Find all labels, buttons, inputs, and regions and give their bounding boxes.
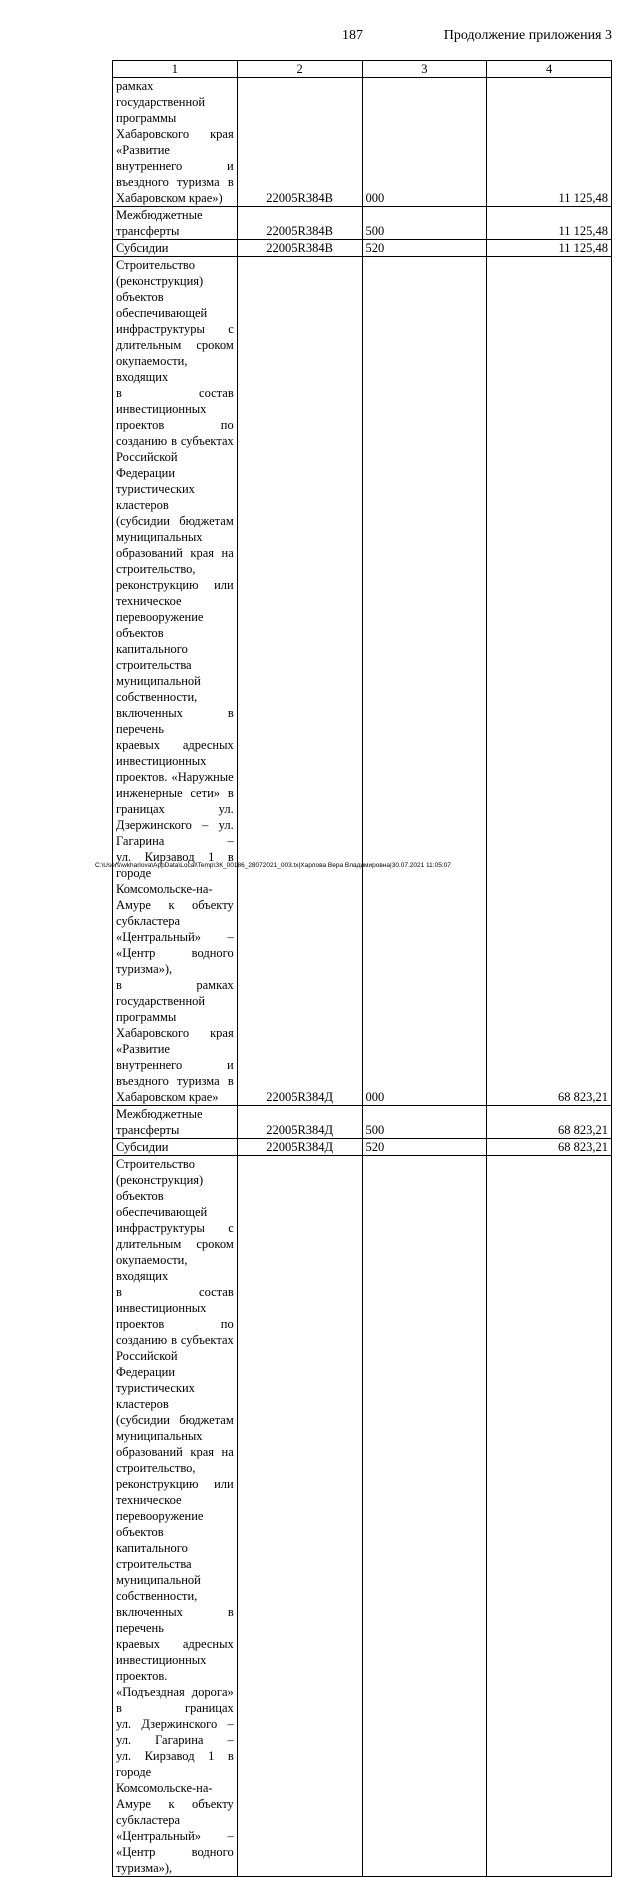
description-line: Субсидии	[116, 1140, 169, 1154]
description-line: въездного туризма в Хабаровском крае»)	[116, 175, 234, 205]
row-description	[113, 1156, 238, 1877]
description-line: проектов. «Наружные инженерные сети» в	[116, 770, 234, 800]
description-line: Амуре к объекту субкластера	[116, 898, 234, 928]
row-expense-type: 500	[362, 207, 487, 240]
description-line: ул. Кирзавод 1 в городе Комсомольске-на-	[116, 1749, 234, 1795]
page-number: 187	[342, 28, 363, 43]
row-amount: 68 823,21	[487, 257, 612, 1106]
description-line: длительным сроком окупаемости, входящих	[116, 338, 234, 384]
row-target-code: 22005R384В	[237, 240, 362, 257]
description-line: въездного туризма в Хабаровском крае»	[116, 1074, 234, 1104]
row-description	[113, 1139, 238, 1156]
row-description	[113, 207, 238, 240]
row-target-code: 22005R384Д	[237, 1106, 362, 1139]
description-line: в состав инвестиционных проектов по	[116, 386, 234, 432]
table-row	[113, 207, 612, 240]
row-expense-type: 000	[362, 257, 487, 1106]
row-description	[113, 240, 238, 257]
row-target-code: 22005R384В	[237, 207, 362, 240]
row-target-code: 22005R384Д	[237, 257, 362, 1106]
description-line: в рамках государственной программы	[116, 978, 234, 1024]
description-line: перевооружение объектов капитального	[116, 1509, 204, 1555]
description-line: Строительство (реконструкция) объектов	[116, 258, 204, 304]
table-row	[113, 1139, 612, 1156]
table-row	[113, 257, 612, 1106]
description-line: проектов. «Подъездная дорога» в границах	[116, 1669, 234, 1715]
row-target-code: 22005R384Д	[237, 1139, 362, 1156]
row-target-code: 22005R384В	[237, 78, 362, 207]
row-expense-type	[362, 1156, 487, 1877]
description-line: Субсидии	[116, 241, 169, 255]
description-line: «Центральный» – «Центр водного туризма»),	[116, 1829, 234, 1875]
appendix-continuation-label: Продолжение приложения 3	[443, 28, 612, 43]
description-line: реконструкцию или техническое	[116, 1477, 234, 1507]
description-line: обеспечивающей инфраструктуры с	[116, 1205, 234, 1235]
page-header	[112, 24, 612, 46]
description-line: краевых адресных инвестиционных	[116, 1637, 234, 1667]
description-line: собственности, включенных в перечень	[116, 1589, 234, 1635]
description-line: краевых адресных инвестиционных	[116, 738, 234, 768]
description-line: Амуре к объекту субкластера	[116, 1797, 234, 1827]
description-line: «Центральный» – «Центр водного туризма»),	[116, 930, 234, 976]
table-row	[113, 1106, 612, 1139]
description-line: Федерации туристических кластеров	[116, 1365, 195, 1411]
description-line: в состав инвестиционных проектов по	[116, 1285, 234, 1331]
column-header-2: 2	[237, 61, 362, 78]
description-line: длительным сроком окупаемости, входящих	[116, 1237, 234, 1283]
description-line: созданию в субъектах Российской	[116, 434, 234, 464]
table-row	[113, 1156, 612, 1877]
row-amount: 68 823,21	[487, 1106, 612, 1139]
row-amount: 11 125,48	[487, 78, 612, 207]
table-row	[113, 240, 612, 257]
description-line: Межбюджетные трансферты	[116, 208, 203, 238]
description-line: Хабаровского края «Развитие внутреннего и	[116, 1026, 234, 1072]
description-line: Строительство (реконструкция) объектов	[116, 1157, 204, 1203]
row-description	[113, 257, 238, 1106]
row-target-code	[237, 1156, 362, 1877]
row-expense-type: 500	[362, 1106, 487, 1139]
row-description	[113, 78, 238, 207]
file-path-footer: C:\Users\wkharlova\AppData\Local\Temp\ЗК_00186_28072021_003.tx|Харлова Вера Владимировна|30.07.2021 11:05:07	[95, 862, 451, 869]
row-amount: 11 125,48	[487, 240, 612, 257]
description-line: Межбюджетные трансферты	[116, 1107, 203, 1137]
row-expense-type: 000	[362, 78, 487, 207]
description-line: строительства муниципальной	[116, 658, 201, 688]
description-line: ул. Кирзавод 1 в городе Комсомольске-на-	[116, 850, 234, 896]
description-line: собственности, включенных в перечень	[116, 690, 234, 736]
description-line: рамках государственной программы	[116, 79, 206, 125]
row-expense-type: 520	[362, 240, 487, 257]
budget-table	[112, 60, 612, 1877]
row-amount: 68 823,21	[487, 1139, 612, 1156]
description-line: Хабаровского края «Развитие внутреннего и	[116, 127, 234, 173]
row-amount: 11 125,48	[487, 207, 612, 240]
column-header-1: 1	[113, 61, 238, 78]
description-line: ул. Дзержинского – ул. Гагарина –	[116, 1717, 234, 1747]
description-line: (субсидии бюджетам муниципальных	[116, 1413, 234, 1443]
table-header-row	[113, 61, 612, 78]
row-expense-type: 520	[362, 1139, 487, 1156]
column-header-4: 4	[487, 61, 612, 78]
description-line: границах ул. Дзержинского – ул. Гагарина –	[116, 802, 234, 848]
description-line: Федерации туристических кластеров	[116, 466, 195, 512]
row-amount	[487, 1156, 612, 1877]
table-row	[113, 78, 612, 207]
description-line: (субсидии бюджетам муниципальных	[116, 514, 234, 544]
column-header-3: 3	[362, 61, 487, 78]
row-description	[113, 1106, 238, 1139]
budget-table-body	[113, 61, 612, 1877]
description-line: перевооружение объектов капитального	[116, 610, 204, 656]
description-line: образований края на строительство,	[116, 546, 234, 576]
description-line: обеспечивающей инфраструктуры с	[116, 306, 234, 336]
description-line: реконструкцию или техническое	[116, 578, 234, 608]
description-line: созданию в субъектах Российской	[116, 1333, 234, 1363]
description-line: образований края на строительство,	[116, 1445, 234, 1475]
description-line: строительства муниципальной	[116, 1557, 201, 1587]
